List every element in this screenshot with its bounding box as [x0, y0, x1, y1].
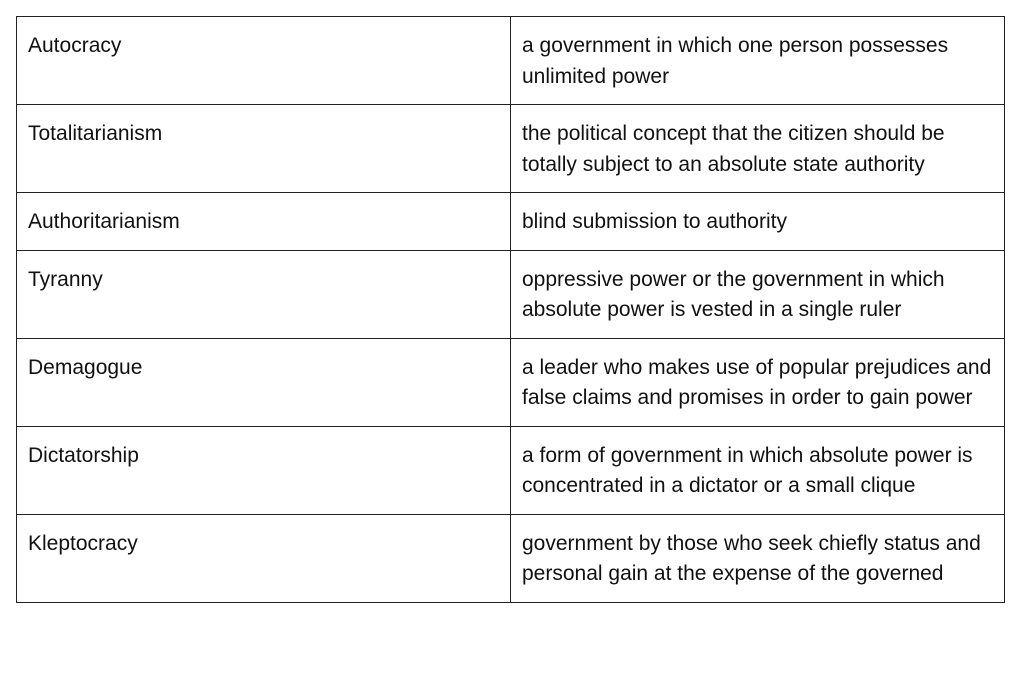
term-cell: Authoritarianism — [17, 193, 511, 251]
definition-cell: a form of government in which absolute power is concentrated in a dictator or a small clique — [511, 426, 1005, 514]
term-cell: Demagogue — [17, 338, 511, 426]
term-cell: Totalitarianism — [17, 105, 511, 193]
definition-cell: oppressive power or the government in which absolute power is vested in a single ruler — [511, 250, 1005, 338]
definition-cell: government by those who seek chiefly status and personal gain at the expense of the governed — [511, 514, 1005, 602]
definition-cell: a leader who makes use of popular prejudices and false claims and promises in order to gain power — [511, 338, 1005, 426]
table-row — [17, 426, 1005, 514]
definition-cell: the political concept that the citizen should be totally subject to an absolute state authority — [511, 105, 1005, 193]
definition-cell: a government in which one person possesses unlimited power — [511, 17, 1005, 105]
term-cell: Tyranny — [17, 250, 511, 338]
table-row — [17, 105, 1005, 193]
term-cell: Autocracy — [17, 17, 511, 105]
table-row — [17, 338, 1005, 426]
glossary-table — [16, 16, 1005, 603]
table-row — [17, 250, 1005, 338]
table-row — [17, 514, 1005, 602]
term-cell: Kleptocracy — [17, 514, 511, 602]
table-row — [17, 193, 1005, 251]
definition-cell: blind submission to authority — [511, 193, 1005, 251]
term-cell: Dictatorship — [17, 426, 511, 514]
table-row — [17, 17, 1005, 105]
